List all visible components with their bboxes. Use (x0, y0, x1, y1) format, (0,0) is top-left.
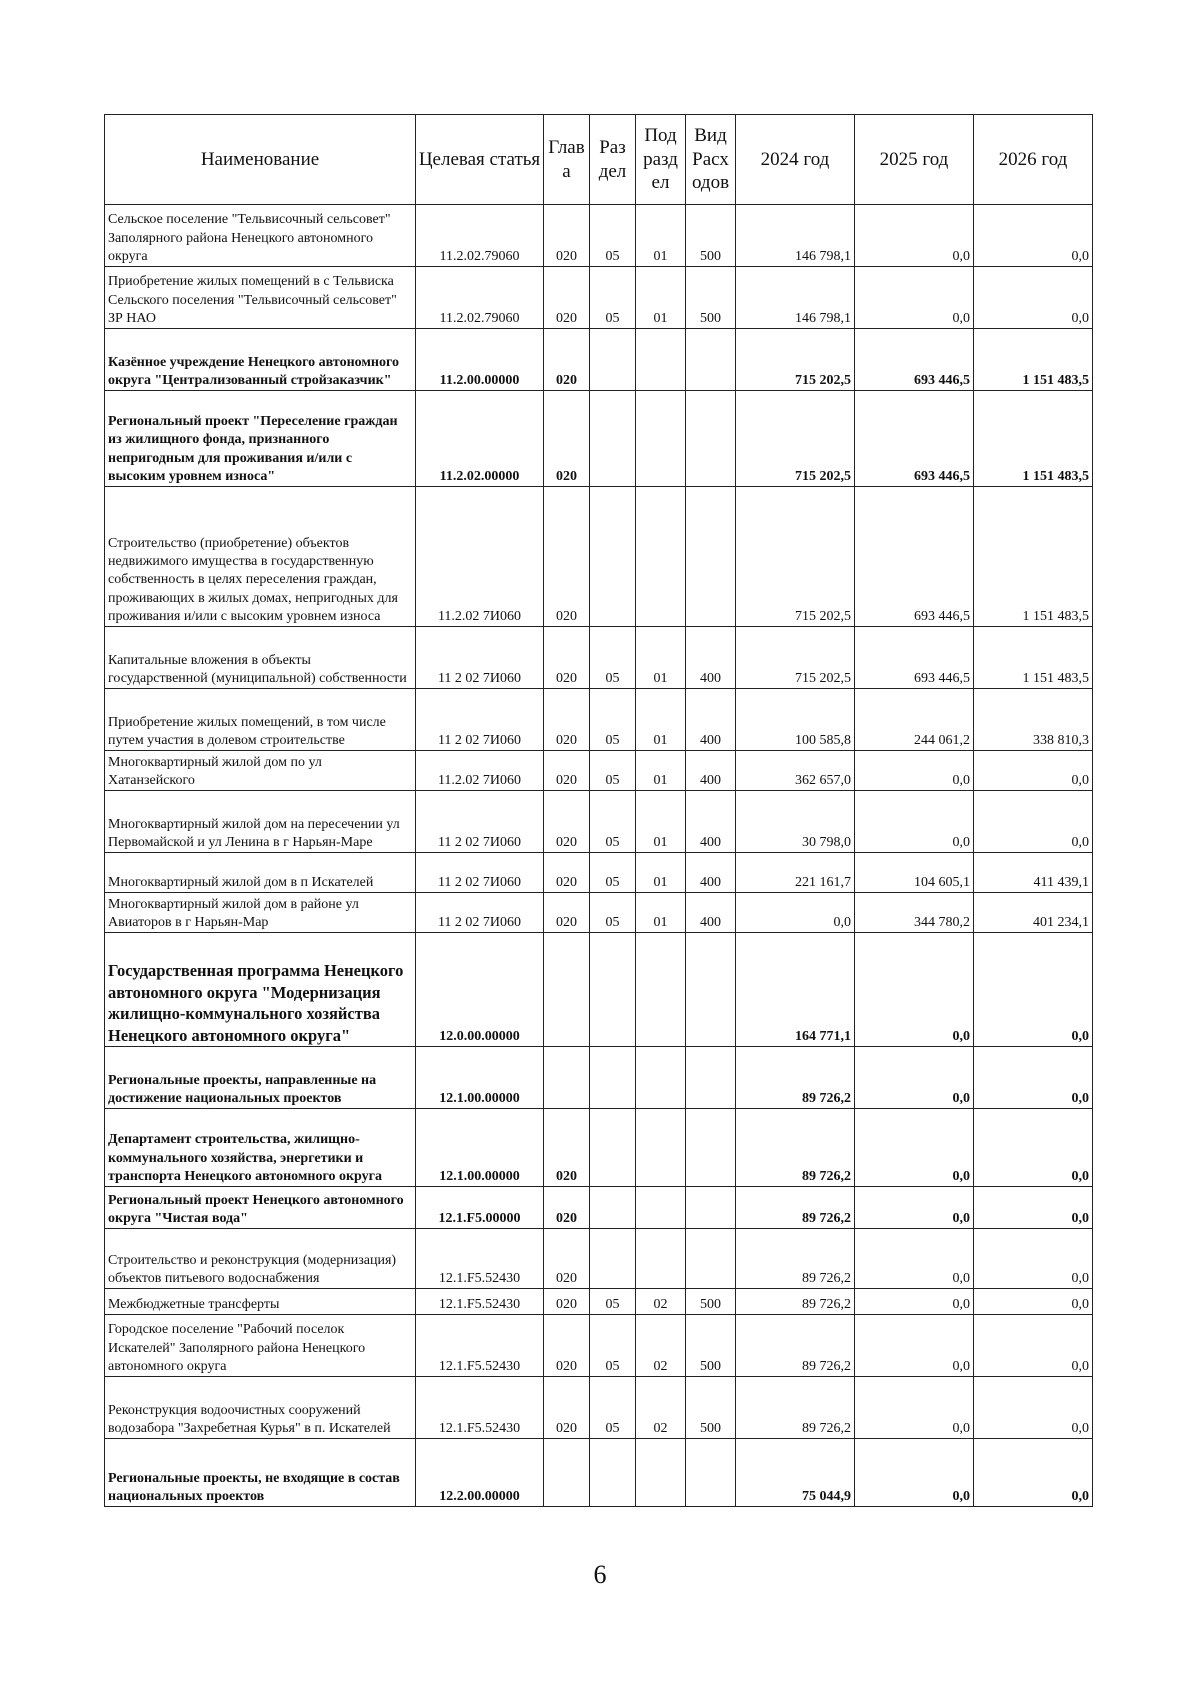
header-2026: 2026 год (974, 115, 1093, 205)
cell-2026: 0,0 (974, 933, 1093, 1047)
table-row (105, 1289, 1093, 1315)
cell-section (590, 329, 636, 391)
cell-2025: 0,0 (855, 1187, 974, 1229)
cell-2024: 89 726,2 (736, 1109, 855, 1187)
cell-2024: 164 771,1 (736, 933, 855, 1047)
header-chapter: Глав а (544, 115, 590, 205)
cell-section (590, 933, 636, 1047)
cell-2025: 0,0 (855, 933, 974, 1047)
cell-name: Казённое учреждение Ненецкого автономного округа "Централизованный стройзаказчик" (105, 329, 416, 391)
cell-2024: 100 585,8 (736, 689, 855, 751)
cell-section (590, 1047, 636, 1109)
cell-target-article: 12.1.F5.52430 (416, 1229, 544, 1289)
cell-2025: 0,0 (855, 751, 974, 791)
cell-2026: 1 151 483,5 (974, 329, 1093, 391)
cell-chapter: 020 (544, 205, 590, 267)
cell-name: Государственная программа Ненецкого автономного округа "Модернизация жилищно-коммунального хозяйства Ненецкого автономного округа" (105, 933, 416, 1047)
cell-section: 05 (590, 689, 636, 751)
cell-target-article: 11.2.00.00000 (416, 329, 544, 391)
cell-target-article: 12.1.00.00000 (416, 1109, 544, 1187)
cell-2026: 0,0 (974, 1187, 1093, 1229)
budget-table (104, 114, 1093, 1507)
cell-2025: 244 061,2 (855, 689, 974, 751)
cell-name: Многоквартирный жилой дом в п Искателей (105, 853, 416, 893)
cell-2025: 693 446,5 (855, 391, 974, 487)
cell-chapter: 020 (544, 1315, 590, 1377)
cell-expense-type (686, 1439, 736, 1507)
cell-target-article: 12.1.F5.52430 (416, 1289, 544, 1315)
cell-expense-type: 500 (686, 267, 736, 329)
cell-expense-type: 500 (686, 1315, 736, 1377)
cell-2026: 1 151 483,5 (974, 627, 1093, 689)
cell-subsection (636, 1439, 686, 1507)
page-number: 6 (593, 1560, 607, 1589)
cell-name: Строительство и реконструкция (модернизация) объектов питьевого водоснабжения (105, 1229, 416, 1289)
cell-chapter: 020 (544, 791, 590, 853)
cell-target-article: 11 2 02 7И060 (416, 853, 544, 893)
cell-chapter (544, 1439, 590, 1507)
cell-chapter: 020 (544, 689, 590, 751)
cell-2026: 0,0 (974, 1377, 1093, 1439)
cell-expense-type: 400 (686, 893, 736, 933)
cell-expense-type (686, 1229, 736, 1289)
cell-target-article: 11.2.02.79060 (416, 205, 544, 267)
cell-2025: 693 446,5 (855, 329, 974, 391)
cell-target-article: 12.1.F5.52430 (416, 1377, 544, 1439)
cell-expense-type: 400 (686, 853, 736, 893)
cell-subsection: 02 (636, 1377, 686, 1439)
cell-2025: 693 446,5 (855, 487, 974, 627)
cell-section: 05 (590, 853, 636, 893)
table-row (105, 205, 1093, 267)
cell-name: Сельское поселение "Тельвисочный сельсовет" Заполярного района Ненецкого автономного округа (105, 205, 416, 267)
cell-expense-type: 500 (686, 1377, 736, 1439)
cell-section: 05 (590, 751, 636, 791)
cell-2024: 89 726,2 (736, 1047, 855, 1109)
cell-chapter: 020 (544, 627, 590, 689)
table-row (105, 1047, 1093, 1109)
cell-expense-type: 500 (686, 205, 736, 267)
cell-2025: 0,0 (855, 1315, 974, 1377)
cell-expense-type (686, 391, 736, 487)
cell-target-article: 11 2 02 7И060 (416, 893, 544, 933)
cell-2024: 146 798,1 (736, 267, 855, 329)
cell-2024: 89 726,2 (736, 1229, 855, 1289)
cell-target-article: 11 2 02 7И060 (416, 627, 544, 689)
cell-2026: 0,0 (974, 205, 1093, 267)
table-row (105, 627, 1093, 689)
header-subsection: Под разд ел (636, 115, 686, 205)
cell-2026: 0,0 (974, 1229, 1093, 1289)
table-row (105, 1377, 1093, 1439)
cell-2024: 715 202,5 (736, 487, 855, 627)
cell-name: Многоквартирный жилой дом в районе ул Авиаторов в г Нарьян-Мар (105, 893, 416, 933)
cell-chapter: 020 (544, 1229, 590, 1289)
table-row (105, 1439, 1093, 1507)
cell-subsection: 01 (636, 267, 686, 329)
cell-name: Приобретение жилых помещений, в том числе путем участия в долевом строительстве (105, 689, 416, 751)
cell-target-article: 11.2.02.00000 (416, 391, 544, 487)
cell-2024: 75 044,9 (736, 1439, 855, 1507)
cell-2026: 0,0 (974, 267, 1093, 329)
table-row (105, 933, 1093, 1047)
cell-2025: 0,0 (855, 791, 974, 853)
cell-chapter (544, 1047, 590, 1109)
cell-target-article: 12.2.00.00000 (416, 1439, 544, 1507)
cell-target-article: 11 2 02 7И060 (416, 689, 544, 751)
cell-section: 05 (590, 1315, 636, 1377)
cell-subsection: 01 (636, 627, 686, 689)
table-row (105, 893, 1093, 933)
header-expense-type: Вид Расх одов (686, 115, 736, 205)
cell-name: Региональные проекты, направленные на достижение национальных проектов (105, 1047, 416, 1109)
table-row (105, 1187, 1093, 1229)
cell-2024: 146 798,1 (736, 205, 855, 267)
cell-subsection (636, 1109, 686, 1187)
cell-2026: 0,0 (974, 1109, 1093, 1187)
cell-chapter: 020 (544, 1377, 590, 1439)
cell-subsection (636, 1047, 686, 1109)
cell-expense-type: 500 (686, 1289, 736, 1315)
cell-2026: 411 439,1 (974, 853, 1093, 893)
cell-2026: 338 810,3 (974, 689, 1093, 751)
cell-section (590, 1187, 636, 1229)
cell-subsection: 01 (636, 751, 686, 791)
cell-expense-type: 400 (686, 751, 736, 791)
cell-name: Многоквартирный жилой дом по ул Хатанзейского (105, 751, 416, 791)
cell-target-article: 12.1.F5.52430 (416, 1315, 544, 1377)
cell-2026: 0,0 (974, 1047, 1093, 1109)
cell-section: 05 (590, 1377, 636, 1439)
table-row (105, 751, 1093, 791)
cell-name: Региональный проект "Переселение граждан из жилищного фонда, признанного непригодным для проживания и/или с высоким уровнем износа" (105, 391, 416, 487)
cell-2025: 0,0 (855, 1047, 974, 1109)
cell-section: 05 (590, 205, 636, 267)
cell-chapter: 020 (544, 487, 590, 627)
cell-chapter: 020 (544, 391, 590, 487)
cell-chapter: 020 (544, 893, 590, 933)
cell-2026: 401 234,1 (974, 893, 1093, 933)
cell-section: 05 (590, 267, 636, 329)
cell-target-article: 12.1.00.00000 (416, 1047, 544, 1109)
cell-chapter (544, 933, 590, 1047)
table-row (105, 267, 1093, 329)
cell-2025: 0,0 (855, 1109, 974, 1187)
cell-section: 05 (590, 627, 636, 689)
cell-name: Строительство (приобретение) объектов недвижимого имущества в государственную собственность в целях переселения граждан, проживающих в жилых домах, непригодных для проживания и/или с высоким уровнем износа (105, 487, 416, 627)
cell-section (590, 487, 636, 627)
cell-2025: 0,0 (855, 1229, 974, 1289)
cell-name: Региональный проект Ненецкого автономного округа "Чистая вода" (105, 1187, 416, 1229)
table-row (105, 1315, 1093, 1377)
cell-2025: 0,0 (855, 267, 974, 329)
cell-2024: 30 798,0 (736, 791, 855, 853)
cell-subsection (636, 329, 686, 391)
table-row (105, 1229, 1093, 1289)
cell-section: 05 (590, 1289, 636, 1315)
cell-2026: 1 151 483,5 (974, 391, 1093, 487)
cell-chapter: 020 (544, 1109, 590, 1187)
cell-subsection (636, 1229, 686, 1289)
cell-2026: 0,0 (974, 751, 1093, 791)
cell-2024: 715 202,5 (736, 627, 855, 689)
cell-name: Капитальные вложения в объекты государственной (муниципальной) собственности (105, 627, 416, 689)
cell-chapter: 020 (544, 267, 590, 329)
cell-subsection (636, 933, 686, 1047)
cell-target-article: 12.1.F5.00000 (416, 1187, 544, 1229)
header-target: Целевая статья (416, 115, 544, 205)
cell-chapter: 020 (544, 1289, 590, 1315)
cell-subsection: 01 (636, 689, 686, 751)
cell-chapter: 020 (544, 329, 590, 391)
header-name: Наименование (105, 115, 416, 205)
table-row (105, 689, 1093, 751)
table-row (105, 487, 1093, 627)
cell-expense-type (686, 487, 736, 627)
cell-section: 05 (590, 893, 636, 933)
cell-2025: 0,0 (855, 1439, 974, 1507)
cell-2025: 0,0 (855, 1289, 974, 1315)
table-row (105, 853, 1093, 893)
cell-2025: 693 446,5 (855, 627, 974, 689)
cell-2025: 104 605,1 (855, 853, 974, 893)
cell-2026: 0,0 (974, 1439, 1093, 1507)
cell-2025: 0,0 (855, 1377, 974, 1439)
cell-target-article: 11.2.02.79060 (416, 267, 544, 329)
cell-subsection (636, 1187, 686, 1229)
cell-subsection: 01 (636, 205, 686, 267)
cell-2026: 1 151 483,5 (974, 487, 1093, 627)
cell-name: Приобретение жилых помещений в с Тельвиска Сельского поселения "Тельвисочный сельсовет" ЗР НАО (105, 267, 416, 329)
cell-name: Городское поселение "Рабочий поселок Искателей" Заполярного района Ненецкого автономного округа (105, 1315, 416, 1377)
header-2024: 2024 год (736, 115, 855, 205)
cell-target-article: 11.2.02 7И060 (416, 487, 544, 627)
cell-2025: 344 780,2 (855, 893, 974, 933)
cell-name: Реконструкция водоочистных сооружений водозабора "Захребетная Курья" в п. Искателей (105, 1377, 416, 1439)
table-row (105, 1109, 1093, 1187)
cell-subsection (636, 391, 686, 487)
cell-subsection: 01 (636, 853, 686, 893)
header-section: Раз дел (590, 115, 636, 205)
cell-subsection: 01 (636, 893, 686, 933)
cell-section (590, 1439, 636, 1507)
cell-expense-type (686, 329, 736, 391)
cell-2024: 89 726,2 (736, 1377, 855, 1439)
cell-chapter: 020 (544, 1187, 590, 1229)
cell-section: 05 (590, 791, 636, 853)
cell-subsection: 02 (636, 1315, 686, 1377)
cell-2024: 221 161,7 (736, 853, 855, 893)
cell-name: Многоквартирный жилой дом на пересечении ул Первомайской и ул Ленина в г Нарьян-Маре (105, 791, 416, 853)
cell-2024: 715 202,5 (736, 391, 855, 487)
table-row (105, 329, 1093, 391)
cell-expense-type (686, 933, 736, 1047)
cell-target-article: 11.2.02 7И060 (416, 751, 544, 791)
table-row (105, 391, 1093, 487)
cell-2026: 0,0 (974, 1289, 1093, 1315)
cell-2024: 89 726,2 (736, 1289, 855, 1315)
cell-2024: 0,0 (736, 893, 855, 933)
cell-2024: 89 726,2 (736, 1187, 855, 1229)
cell-2024: 89 726,2 (736, 1315, 855, 1377)
cell-name: Межбюджетные трансферты (105, 1289, 416, 1315)
cell-expense-type (686, 1187, 736, 1229)
cell-subsection: 01 (636, 791, 686, 853)
cell-section (590, 1109, 636, 1187)
cell-name: Региональные проекты, не входящие в состав национальных проектов (105, 1439, 416, 1507)
cell-expense-type: 400 (686, 627, 736, 689)
cell-expense-type: 400 (686, 689, 736, 751)
cell-2025: 0,0 (855, 205, 974, 267)
header-row (105, 115, 1093, 205)
cell-2026: 0,0 (974, 1315, 1093, 1377)
cell-name: Департамент строительства, жилищно-коммунального хозяйства, энергетики и транспорта Ненецкого автономного округа (105, 1109, 416, 1187)
table-row (105, 791, 1093, 853)
cell-subsection (636, 487, 686, 627)
cell-chapter: 020 (544, 751, 590, 791)
cell-2026: 0,0 (974, 791, 1093, 853)
cell-target-article: 11 2 02 7И060 (416, 791, 544, 853)
cell-expense-type: 400 (686, 791, 736, 853)
cell-expense-type (686, 1109, 736, 1187)
cell-section (590, 391, 636, 487)
header-2025: 2025 год (855, 115, 974, 205)
cell-subsection: 02 (636, 1289, 686, 1315)
cell-section (590, 1229, 636, 1289)
cell-2024: 715 202,5 (736, 329, 855, 391)
cell-target-article: 12.0.00.00000 (416, 933, 544, 1047)
cell-2024: 362 657,0 (736, 751, 855, 791)
cell-chapter: 020 (544, 853, 590, 893)
cell-expense-type (686, 1047, 736, 1109)
